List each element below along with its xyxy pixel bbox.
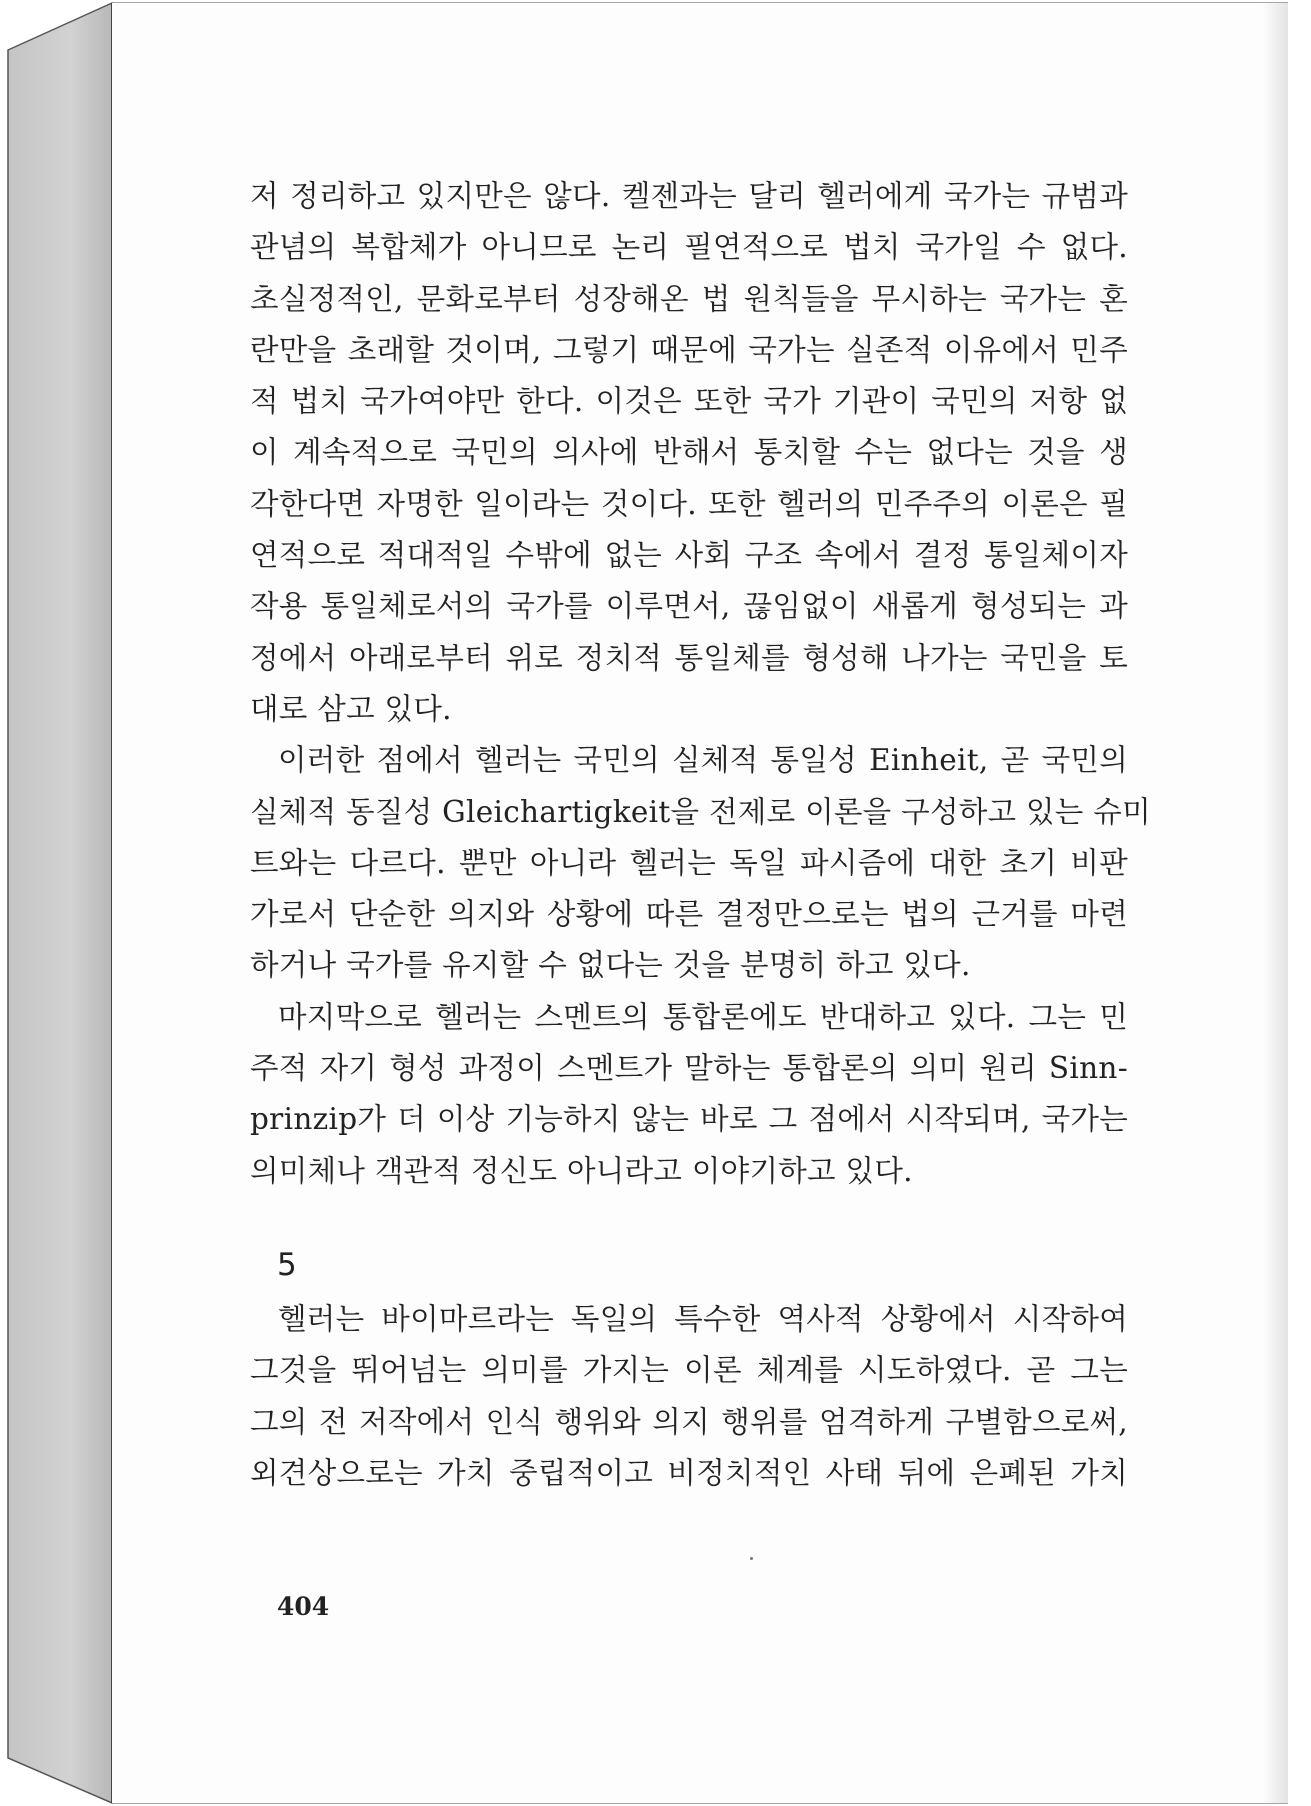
text-line: 이 계속적으로 국민의 의사에 반해서 통치할 수는 없다는 것을 생 <box>250 435 1128 470</box>
text-line: 그의 전 저작에서 인식 행위와 의지 행위를 엄격하게 구별함으로써, <box>250 1404 1128 1439</box>
text-line: 트와는 다르다. 뿐만 아니라 헬러는 독일 파시즘에 대한 초기 비판 <box>250 845 1128 880</box>
text-line: 란만을 초래할 것이며, 그렇기 때문에 국가는 실존적 이유에서 민주 <box>250 332 1128 367</box>
text-line: 대로 삼고 있다. <box>250 691 452 726</box>
text-line: 적 법치 국가여야만 한다. 이것은 또한 국가 기관이 국민의 저항 없 <box>250 384 1128 419</box>
text-line: 헬러는 바이마르라는 독일의 특수한 역사적 상황에서 시작하여 <box>278 1302 1128 1336</box>
text-line: 실체적 동질성 Gleichartigkeit을 전제로 이론을 구성하고 있는 슈미 <box>250 794 1151 829</box>
text-line: 정에서 아래로부터 위로 정치적 통일체를 형성해 나가는 국민을 토 <box>250 640 1128 675</box>
text-line: 작용 통일체로서의 국가를 이루면서, 끊임없이 새롭게 형성되는 과 <box>250 589 1128 624</box>
text-line: 그것을 뛰어넘는 의미를 가지는 이론 체계를 시도하였다. 곧 그는 <box>250 1353 1128 1388</box>
text-line: 각한다면 자명한 일이라는 것이다. 또한 헬러의 민주주의 이론은 필 <box>250 486 1128 521</box>
text-line: 주적 자기 형성 과정이 스멘트가 말하는 통합론의 의미 원리 Sinn- <box>250 1051 1128 1086</box>
scan-speck <box>750 1557 753 1560</box>
body-text-section-5 <box>250 1294 1128 1499</box>
text-line: 저 정리하고 있지만은 않다. 켈젠과는 달리 헬러에게 국가는 규범과 <box>250 179 1128 213</box>
text-line: 의미체나 객관적 정신도 아니라고 이야기하고 있다. <box>250 1153 913 1188</box>
text-line: 하거나 국가를 유지할 수 없다는 것을 분명히 하고 있다. <box>250 948 971 983</box>
text-line: 초실정적인, 문화로부터 성장해온 법 원칙들을 무시하는 국가는 혼 <box>250 281 1128 316</box>
text-line: 이러한 점에서 헬러는 국민의 실체적 통일성 Einheit, 곧 국민의 <box>278 743 1128 778</box>
text-line: 외견상으로는 가치 중립적이고 비정치적인 사태 뒤에 은폐된 가치 <box>250 1455 1128 1490</box>
page-number: 404 <box>277 1592 330 1621</box>
text-line: 관념의 복합체가 아니므로 논리 필연적으로 법치 국가일 수 없다. <box>250 230 1128 265</box>
body-text-section-4-end <box>250 171 1151 1197</box>
text-line: 마지막으로 헬러는 스멘트의 통합론에도 반대하고 있다. 그는 민 <box>278 999 1128 1034</box>
text-line: 가로서 단순한 의지와 상황에 따른 결정만으로는 법의 근거를 마련 <box>250 897 1128 932</box>
page-edge-shadow <box>1262 3 1288 1803</box>
text-line: prinzip가 더 이상 기능하지 않는 바로 그 점에서 시작되며, 국가는 <box>250 1102 1128 1137</box>
section-number: 5 <box>277 1247 297 1283</box>
text-line: 연적으로 적대적일 수밖에 없는 사회 구조 속에서 결정 통일체이자 <box>250 538 1128 573</box>
